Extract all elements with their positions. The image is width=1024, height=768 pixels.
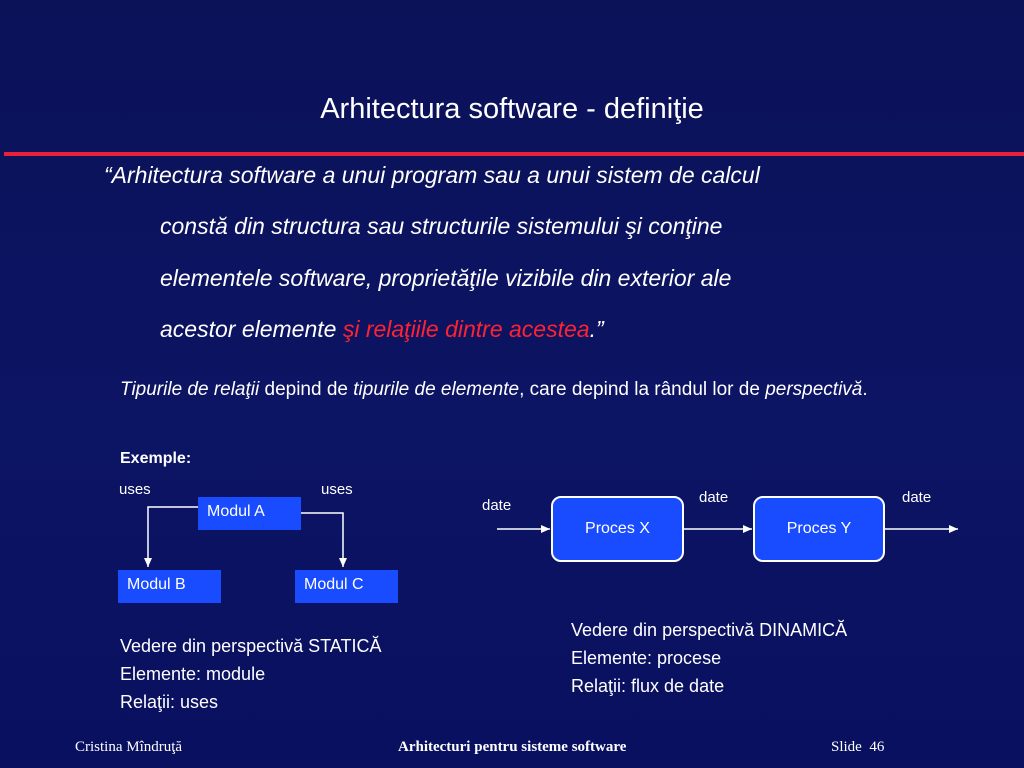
examples-label: Exemple: [120, 450, 192, 467]
dynamic-view-description [571, 616, 847, 700]
types-text-6: . [862, 379, 868, 400]
dynamic-desc-line-1: Vedere din perspectivă DINAMICĂ [571, 620, 848, 640]
uses-arrow-right [301, 513, 343, 567]
slide-title: Arhitectura software - definiţie [320, 93, 704, 125]
uses-label-right: uses [321, 481, 353, 498]
slide-number: 46 [869, 739, 885, 755]
quote-line-2: constă din structura sau structurile sistemului şi conţine [160, 213, 723, 239]
types-text-5: perspectivă [765, 379, 863, 400]
footer-author: Cristina Mîndruţă [75, 739, 183, 755]
quote-line-1: “Arhitectura software a unui program sau a unui sistem de calcul [104, 162, 760, 188]
uses-arrow-left [148, 507, 198, 567]
types-text-4: , care depind la rândul lor de [519, 379, 766, 400]
types-text-3: tipurile de elemente [353, 379, 520, 400]
slide-label: Slide [831, 739, 862, 755]
static-view-description [120, 632, 381, 716]
process-y-box: Proces Y [753, 496, 885, 562]
process-x-box: Proces X [551, 496, 684, 562]
types-text-2: depind de [259, 379, 354, 400]
data-label-out: date [902, 489, 932, 506]
data-label-in: date [482, 497, 512, 514]
static-desc-line-3: Relaţii: uses [120, 692, 219, 712]
footer-course-title: Arhitecturi pentru sisteme software [398, 739, 627, 755]
dynamic-desc-line-2: Elemente: procese [571, 648, 722, 668]
types-text-1: Tipurile de relaţii [120, 379, 260, 400]
module-b-box: Modul B [118, 570, 221, 603]
quote-line-3: elementele software, proprietăţile vizibile din exterior ale [160, 265, 732, 291]
uses-label-left: uses [119, 481, 151, 498]
dynamic-desc-line-3: Relaţii: flux de date [571, 676, 725, 696]
quote-line-4-prefix: acestor elemente [160, 316, 343, 342]
static-desc-line-1: Vedere din perspectivă STATICĂ [120, 636, 382, 656]
data-label-mid: date [699, 489, 729, 506]
module-c-box: Modul C [295, 570, 398, 603]
module-a-box: Modul A [198, 497, 301, 530]
static-desc-line-2: Elemente: module [120, 664, 266, 684]
footer-slide-number [831, 739, 884, 756]
quote-line-4-suffix: .” [589, 316, 604, 342]
quote-highlight: şi relaţiile dintre acestea [342, 316, 590, 342]
